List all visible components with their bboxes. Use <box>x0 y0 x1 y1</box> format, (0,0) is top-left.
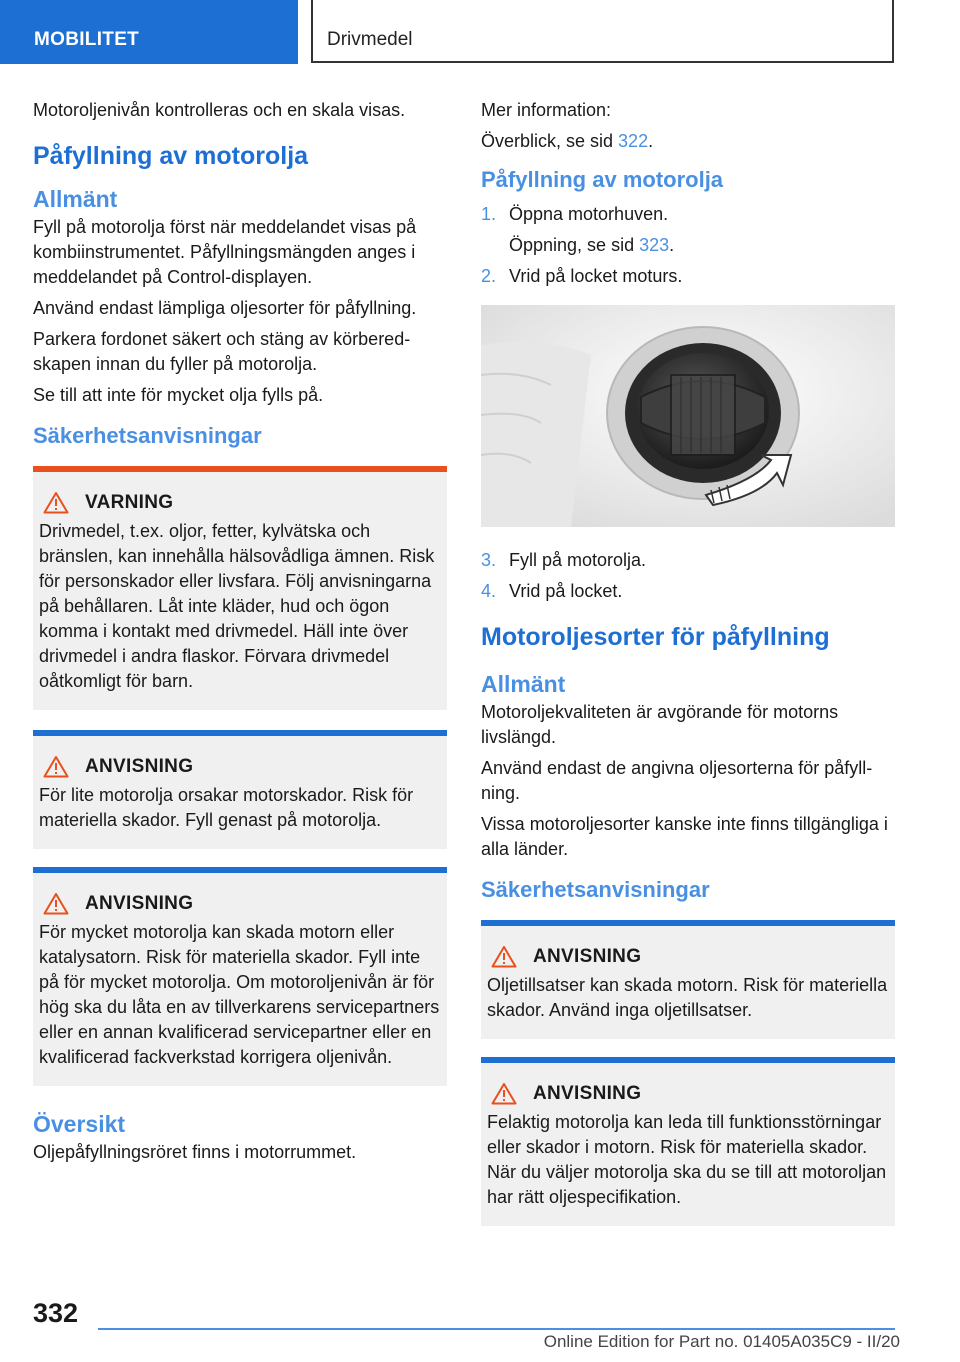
warning-title: VARNING <box>85 492 174 513</box>
header-chapter-label: Drivmedel <box>327 29 413 50</box>
right-column <box>481 98 895 1240</box>
footer-edition: Online Edition for Part no. 01405A035C9 - II/20 <box>543 1332 900 1351</box>
page-link-322[interactable]: 322 <box>618 131 649 151</box>
oil-filler-cap-illustration <box>481 305 895 527</box>
refill-steps-list <box>481 202 895 289</box>
notice-box-low-oil <box>33 730 447 849</box>
header-section-label: MOBILITET <box>34 29 140 50</box>
general-paragraph-4: Se till att inte för mycket olja fylls på. <box>33 385 324 405</box>
general-paragraph-3: Parkera fordonet säkert och stäng av körberedskapen innan du fyller på motorolja. <box>33 329 411 374</box>
list-item: 4. Vrid på locket. <box>481 581 623 601</box>
heading-overview: Översikt <box>33 1111 126 1137</box>
warning-triangle-icon <box>43 892 69 915</box>
notice-box-too-much-oil <box>33 867 447 1086</box>
notice-box-additives <box>481 920 895 1039</box>
general-paragraph-3: Vissa motoroljesorter kanske inte finns tillgängliga i alla länder. <box>481 814 888 859</box>
footer-divider <box>98 1328 895 1330</box>
notice-box-wrong-oil <box>481 1057 895 1226</box>
list-item: 2. Vrid på locket moturs. <box>481 266 683 286</box>
heading-safety: Säkerhetsanvisningar <box>33 423 262 448</box>
notice-title: ANVISNING <box>85 756 194 777</box>
overview-reference: Överblick, se sid 322. <box>481 131 654 151</box>
notice-title: ANVISNING <box>533 1083 642 1104</box>
notice-title: ANVISNING <box>533 946 642 967</box>
list-item: 1. Öppna motorhuven. Öppning, se sid 323. <box>481 204 675 255</box>
warning-triangle-icon <box>491 945 517 968</box>
heading-oil-types: Motoroljesorter för påfyllning <box>481 623 830 651</box>
refill-steps-list-continued <box>481 548 895 604</box>
subheading-general: Allmänt <box>481 671 566 697</box>
general-paragraph-2: Använd endast lämpliga oljesorter för påfyllning. <box>33 298 417 318</box>
overview-text: Oljepåfyllningsröret finns i motorrummet. <box>33 1142 357 1162</box>
general-paragraph-1: Fyll på motorolja först när meddelandet visas på kombiinstrumentet. Påfyllningsmängden anges i meddelandet på Control-displayen. <box>33 217 417 287</box>
header-chapter-box <box>311 0 894 63</box>
intro-text: Motoroljenivån kontrolleras och en skala visas. <box>33 100 406 120</box>
notice-text: För lite motorolja orsakar motorskador. Risk för materiella skador. Fyll genast på motorolja. <box>39 785 414 830</box>
warning-box <box>33 466 447 710</box>
notice-text: För mycket motorolja kan skada motorn eller katalysatorn. Risk för materiella skador. Fyll inte på för mycket motorolja. Om motoroljenivån är för hög ska du låta en av tillverkarens servicepartners eller en annan kvalificerad servicepartner eller en kvalificerad fackverkstad korrigera oljenivån. <box>39 922 440 1067</box>
general-paragraph-1: Motoroljekvaliteten är avgörande för motorns livslängd. <box>481 702 839 747</box>
heading-refill: Påfyllning av motorolja <box>33 142 309 170</box>
page-number: 332 <box>33 1298 79 1328</box>
page-link-323[interactable]: 323 <box>639 235 670 255</box>
heading-safety: Säkerhetsanvisningar <box>481 877 710 902</box>
warning-text: Drivmedel, t.ex. oljor, fetter, kylvätska och bränslen, kan innehålla hälsovådliga ämnen. Risk för personskador eller livsfara. Följ anvisningarna på behållaren. Låt inte kläder, hud och ögon komma i kontakt med drivmedel. Häll inte över drivmedel i andra flaskor. Förvara drivmedel oåtkomligt för barn. <box>39 521 435 691</box>
warning-triangle-icon <box>491 1082 517 1105</box>
subheading-general: Allmänt <box>33 186 118 212</box>
heading-refill-steps: Påfyllning av motorolja <box>481 167 724 192</box>
warning-triangle-icon <box>43 755 69 778</box>
notice-title: ANVISNING <box>85 893 194 914</box>
notice-text: Felaktig motorolja kan leda till funktionsstörningar eller skador i motorn. Risk för materiella skador. När du väljer motorolja ska du se till att motoroljan har rätt oljespecifikation. <box>487 1112 887 1207</box>
list-item: 3. Fyll på motorolja. <box>481 550 647 570</box>
left-column <box>33 98 447 1171</box>
header-section-tab <box>0 0 298 64</box>
notice-text: Oljetillsatser kan skada motorn. Risk för materiella skador. Använd inga oljetillsatser. <box>487 975 888 1020</box>
more-info-label: Mer information: <box>481 100 612 120</box>
general-paragraph-2: Använd endast de angivna oljesorterna för påfyllning. <box>481 758 873 803</box>
warning-triangle-icon <box>43 491 69 514</box>
